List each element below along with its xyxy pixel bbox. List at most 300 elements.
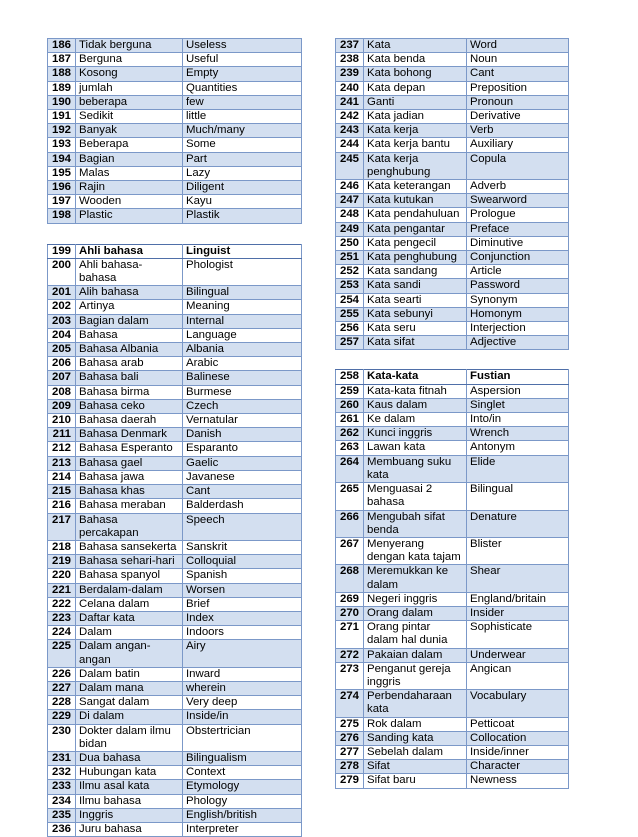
english-term: Arabic	[183, 357, 302, 371]
entry-number: 222	[48, 597, 76, 611]
table-row	[48, 710, 302, 724]
indonesian-term: Sifat baru	[364, 774, 467, 788]
table-row	[48, 124, 302, 138]
table-row	[48, 456, 302, 470]
indonesian-term: Lawan kata	[364, 441, 467, 455]
table-row	[336, 81, 569, 95]
indonesian-term: Kata sebunyi	[364, 307, 467, 321]
english-term: Diminutive	[467, 236, 569, 250]
indonesian-term: Kata kerja	[364, 124, 467, 138]
indonesian-term: Daftar kata	[76, 611, 183, 625]
entry-number: 247	[336, 194, 364, 208]
english-term: Sophisticate	[467, 621, 569, 648]
table-row	[336, 648, 569, 662]
indonesian-term: Sedikit	[76, 110, 183, 124]
table-row	[48, 485, 302, 499]
table-row	[48, 195, 302, 209]
english-term: Very deep	[183, 696, 302, 710]
table-row	[48, 152, 302, 166]
indonesian-term: Bahasa	[76, 328, 183, 342]
indonesian-term: Bahasa spanyol	[76, 569, 183, 583]
table-row	[48, 626, 302, 640]
english-term: Character	[467, 760, 569, 774]
indonesian-term: Meremukkan ke dalam	[364, 565, 467, 592]
indonesian-term: Kata sandi	[364, 279, 467, 293]
indonesian-term: Beberapa	[76, 138, 183, 152]
indonesian-term: Kata pengecil	[364, 236, 467, 250]
indonesian-term: Sanding kata	[364, 731, 467, 745]
indonesian-term: Membuang suku kata	[364, 455, 467, 482]
table-spacer	[335, 350, 569, 369]
indonesian-term: Ilmu asal kata	[76, 780, 183, 794]
english-term: Singlet	[467, 398, 569, 412]
entry-number: 274	[336, 690, 364, 717]
english-term: Into/in	[467, 413, 569, 427]
entry-number: 262	[336, 427, 364, 441]
indonesian-term: Bahasa khas	[76, 485, 183, 499]
english-term: Shear	[467, 565, 569, 592]
indonesian-term: Kata	[364, 39, 467, 53]
english-term: Some	[183, 138, 302, 152]
english-term: Swearword	[467, 194, 569, 208]
indonesian-term: Bahasa sehari-hari	[76, 555, 183, 569]
english-term: Antonym	[467, 441, 569, 455]
table-row	[336, 265, 569, 279]
entry-number: 251	[336, 251, 364, 265]
indonesian-term: Wooden	[76, 195, 183, 209]
english-term: Newness	[467, 774, 569, 788]
left-column	[47, 38, 302, 837]
indonesian-term: Sebelah dalam	[364, 745, 467, 759]
table-row	[336, 427, 569, 441]
table-row	[336, 760, 569, 774]
english-term: Part	[183, 152, 302, 166]
indonesian-term: Hubungan kata	[76, 766, 183, 780]
entry-number: 214	[48, 470, 76, 484]
entry-number: 206	[48, 357, 76, 371]
table-row	[48, 138, 302, 152]
english-term: Adverb	[467, 180, 569, 194]
indonesian-term: Tidak berguna	[76, 39, 183, 53]
english-term: Obstertrician	[183, 724, 302, 751]
indonesian-term: Plastic	[76, 209, 183, 223]
table-row	[336, 39, 569, 53]
entry-number: 233	[48, 780, 76, 794]
table-row	[48, 428, 302, 442]
table-row	[336, 621, 569, 648]
entry-number: 259	[336, 384, 364, 398]
english-term: Burmese	[183, 385, 302, 399]
english-term: Language	[183, 328, 302, 342]
table-row	[336, 208, 569, 222]
table-row	[48, 794, 302, 808]
entry-number: 268	[336, 565, 364, 592]
table-row	[48, 328, 302, 342]
table-row	[336, 138, 569, 152]
indonesian-term: Kata jadian	[364, 110, 467, 124]
table-row	[48, 822, 302, 836]
table-row	[336, 455, 569, 482]
table-row	[48, 724, 302, 751]
english-term: Bilingual	[467, 483, 569, 510]
entry-number: 230	[48, 724, 76, 751]
english-term: Internal	[183, 314, 302, 328]
indonesian-term: jumlah	[76, 81, 183, 95]
entry-number: 223	[48, 611, 76, 625]
entry-number: 252	[336, 265, 364, 279]
english-term: Brief	[183, 597, 302, 611]
table-row	[336, 336, 569, 350]
indonesian-term: Kata-kata fitnah	[364, 384, 467, 398]
indonesian-term: Kata keterangan	[364, 180, 467, 194]
english-term: Bilingualism	[183, 751, 302, 765]
entry-number: 201	[48, 286, 76, 300]
english-term: England/britain	[467, 592, 569, 606]
entry-number: 255	[336, 307, 364, 321]
entry-number: 211	[48, 428, 76, 442]
english-term: Collocation	[467, 731, 569, 745]
english-term: Derivative	[467, 110, 569, 124]
entry-number: 248	[336, 208, 364, 222]
table-header-row	[48, 244, 302, 258]
english-term: Interpreter	[183, 822, 302, 836]
table-header-row	[336, 370, 569, 384]
table-row	[48, 314, 302, 328]
english-term: Kayu	[183, 195, 302, 209]
indonesian-term: Penganut gereja inggris	[364, 662, 467, 689]
indonesian-term: Juru bahasa	[76, 822, 183, 836]
vocab-table-186-198	[47, 38, 302, 224]
entry-number: 276	[336, 731, 364, 745]
english-term: Underwear	[467, 648, 569, 662]
english-term: Word	[467, 39, 569, 53]
entry-number: 273	[336, 662, 364, 689]
table-row	[48, 766, 302, 780]
english-term: Balinese	[183, 371, 302, 385]
english-term: Diligent	[183, 181, 302, 195]
table-row	[48, 110, 302, 124]
table-row	[336, 322, 569, 336]
indonesian-term: Sangat dalam	[76, 696, 183, 710]
table-row	[48, 209, 302, 223]
indonesian-term: Dalam angan-angan	[76, 640, 183, 667]
table-row	[48, 385, 302, 399]
indonesian-term: Banyak	[76, 124, 183, 138]
indonesian-term: Ilmu bahasa	[76, 794, 183, 808]
indonesian-term: Rajin	[76, 181, 183, 195]
english-term: Preface	[467, 222, 569, 236]
table-row	[336, 279, 569, 293]
indonesian-term: Dokter dalam ilmu bidan	[76, 724, 183, 751]
english-term: Balderdash	[183, 499, 302, 513]
table-row	[48, 95, 302, 109]
english-term: Homonym	[467, 307, 569, 321]
indonesian-term: Sifat	[364, 760, 467, 774]
indonesian-term: Berdalam-dalam	[76, 583, 183, 597]
english-term: Vernatular	[183, 414, 302, 428]
table-row	[48, 470, 302, 484]
table-row	[336, 592, 569, 606]
table-row	[48, 300, 302, 314]
entry-number: 216	[48, 499, 76, 513]
table-row	[336, 510, 569, 537]
entry-number: 266	[336, 510, 364, 537]
entry-number: 212	[48, 442, 76, 456]
indonesian-term: Orang dalam	[364, 606, 467, 620]
indonesian-term: Bahasa Esperanto	[76, 442, 183, 456]
english-term: Gaelic	[183, 456, 302, 470]
english-term: few	[183, 95, 302, 109]
english-term: Lazy	[183, 166, 302, 180]
entry-number: 200	[48, 258, 76, 285]
table-row	[48, 696, 302, 710]
entry-number: 188	[48, 67, 76, 81]
entry-number: 258	[336, 370, 364, 384]
english-term: Conjunction	[467, 251, 569, 265]
english-term: Vocabulary	[467, 690, 569, 717]
english-term: Password	[467, 279, 569, 293]
indonesian-term: Mengubah sifat benda	[364, 510, 467, 537]
english-term: Javanese	[183, 470, 302, 484]
english-term: Airy	[183, 640, 302, 667]
english-term: Plastik	[183, 209, 302, 223]
indonesian-term: Kata benda	[364, 53, 467, 67]
indonesian-term: Celana dalam	[76, 597, 183, 611]
english-term: Blister	[467, 537, 569, 564]
indonesian-term: Kata sandang	[364, 265, 467, 279]
english-term: Phology	[183, 794, 302, 808]
indonesian-term: Bahasa birma	[76, 385, 183, 399]
indonesian-term: Kata sifat	[364, 336, 467, 350]
indonesian-term: Bahasa Denmark	[76, 428, 183, 442]
entry-number: 192	[48, 124, 76, 138]
indonesian-term: Bahasa meraban	[76, 499, 183, 513]
table-row	[48, 414, 302, 428]
english-term: Empty	[183, 67, 302, 81]
entry-number: 195	[48, 166, 76, 180]
entry-number: 228	[48, 696, 76, 710]
table-row	[48, 780, 302, 794]
indonesian-term: Inggris	[76, 808, 183, 822]
entry-number: 272	[336, 648, 364, 662]
table-row	[336, 413, 569, 427]
indonesian-term: beberapa	[76, 95, 183, 109]
entry-number: 194	[48, 152, 76, 166]
indonesian-term: Artinya	[76, 300, 183, 314]
table-row	[336, 307, 569, 321]
indonesian-term: Orang pintar dalam hal dunia	[364, 621, 467, 648]
entry-number: 267	[336, 537, 364, 564]
english-term: wherein	[183, 681, 302, 695]
table-row	[336, 606, 569, 620]
table-row	[48, 555, 302, 569]
table-row	[48, 442, 302, 456]
vocab-table-199-236	[47, 244, 302, 837]
english-term: Spanish	[183, 569, 302, 583]
right-column	[335, 38, 569, 789]
table-row	[48, 597, 302, 611]
table-row	[336, 565, 569, 592]
english-term: Esparanto	[183, 442, 302, 456]
entry-number: 232	[48, 766, 76, 780]
table-row	[336, 662, 569, 689]
english-term: Colloquial	[183, 555, 302, 569]
table-spacer	[47, 224, 302, 244]
english-term: Useless	[183, 39, 302, 53]
entry-number: 213	[48, 456, 76, 470]
indonesian-term: Bahasa percakapan	[76, 513, 183, 540]
english-term: Etymology	[183, 780, 302, 794]
indonesian-term: Ganti	[364, 95, 467, 109]
entry-number: 236	[48, 822, 76, 836]
entry-number: 189	[48, 81, 76, 95]
table-row	[48, 343, 302, 357]
entry-number: 225	[48, 640, 76, 667]
entry-number: 224	[48, 626, 76, 640]
entry-number: 202	[48, 300, 76, 314]
entry-number: 237	[336, 39, 364, 53]
indonesian-term: Menyerang dengan kata tajam	[364, 537, 467, 564]
entry-number: 254	[336, 293, 364, 307]
table-row	[48, 181, 302, 195]
table-row	[48, 81, 302, 95]
english-term: Article	[467, 265, 569, 279]
english-term: Linguist	[183, 244, 302, 258]
table-row	[48, 286, 302, 300]
entry-number: 193	[48, 138, 76, 152]
indonesian-term: Kunci inggris	[364, 427, 467, 441]
english-term: Much/many	[183, 124, 302, 138]
indonesian-term: Negeri inggris	[364, 592, 467, 606]
indonesian-term: Bahasa jawa	[76, 470, 183, 484]
indonesian-term: Kata kerja bantu	[364, 138, 467, 152]
table-row	[48, 751, 302, 765]
entry-number: 250	[336, 236, 364, 250]
entry-number: 226	[48, 667, 76, 681]
entry-number: 270	[336, 606, 364, 620]
vocab-table-237-257	[335, 38, 569, 350]
english-term: Context	[183, 766, 302, 780]
english-term: Quantities	[183, 81, 302, 95]
table-row	[336, 293, 569, 307]
indonesian-term: Dalam mana	[76, 681, 183, 695]
table-row	[48, 569, 302, 583]
table-row	[336, 398, 569, 412]
indonesian-term: Kata depan	[364, 81, 467, 95]
indonesian-term: Bahasa ceko	[76, 399, 183, 413]
entry-number: 191	[48, 110, 76, 124]
indonesian-term: Bahasa bali	[76, 371, 183, 385]
entry-number: 204	[48, 328, 76, 342]
english-term: English/british	[183, 808, 302, 822]
indonesian-term: Bahasa gael	[76, 456, 183, 470]
table-row	[336, 441, 569, 455]
indonesian-term: Malas	[76, 166, 183, 180]
table-row	[336, 251, 569, 265]
entry-number: 217	[48, 513, 76, 540]
entry-number: 205	[48, 343, 76, 357]
entry-number: 229	[48, 710, 76, 724]
english-term: Denature	[467, 510, 569, 537]
entry-number: 197	[48, 195, 76, 209]
table-row	[336, 745, 569, 759]
table-row	[48, 611, 302, 625]
entry-number: 263	[336, 441, 364, 455]
entry-number: 269	[336, 592, 364, 606]
english-term: Interjection	[467, 322, 569, 336]
entry-number: 277	[336, 745, 364, 759]
english-term: Speech	[183, 513, 302, 540]
table-row	[336, 95, 569, 109]
english-term: Meaning	[183, 300, 302, 314]
table-row	[336, 774, 569, 788]
indonesian-term: Perbendaharaan kata	[364, 690, 467, 717]
english-term: Verb	[467, 124, 569, 138]
entry-number: 275	[336, 717, 364, 731]
english-term: Index	[183, 611, 302, 625]
english-term: little	[183, 110, 302, 124]
entry-number: 199	[48, 244, 76, 258]
table-row	[336, 194, 569, 208]
entry-number: 210	[48, 414, 76, 428]
entry-number: 198	[48, 209, 76, 223]
english-term: Aspersion	[467, 384, 569, 398]
table-row	[336, 124, 569, 138]
entry-number: 240	[336, 81, 364, 95]
entry-number: 238	[336, 53, 364, 67]
english-term: Synonym	[467, 293, 569, 307]
indonesian-term: Kata kutukan	[364, 194, 467, 208]
indonesian-term: Berguna	[76, 53, 183, 67]
table-row	[336, 384, 569, 398]
english-term: Inward	[183, 667, 302, 681]
entry-number: 231	[48, 751, 76, 765]
entry-number: 241	[336, 95, 364, 109]
indonesian-term: Dalam	[76, 626, 183, 640]
table-row	[48, 513, 302, 540]
table-row	[336, 180, 569, 194]
english-term: Czech	[183, 399, 302, 413]
indonesian-term: Bahasa Albania	[76, 343, 183, 357]
english-term: Cant	[467, 67, 569, 81]
table-row	[48, 540, 302, 554]
english-term: Auxiliary	[467, 138, 569, 152]
entry-number: 242	[336, 110, 364, 124]
table-row	[48, 357, 302, 371]
indonesian-term: Bahasa daerah	[76, 414, 183, 428]
table-row	[48, 681, 302, 695]
english-term: Copula	[467, 152, 569, 179]
entry-number: 196	[48, 181, 76, 195]
indonesian-term: Kata bohong	[364, 67, 467, 81]
entry-number: 239	[336, 67, 364, 81]
entry-number: 278	[336, 760, 364, 774]
table-row	[336, 236, 569, 250]
english-term: Worsen	[183, 583, 302, 597]
table-row	[48, 39, 302, 53]
english-term: Cant	[183, 485, 302, 499]
entry-number: 256	[336, 322, 364, 336]
indonesian-term: Rok dalam	[364, 717, 467, 731]
indonesian-term: Kata kerja penghubung	[364, 152, 467, 179]
table-row	[48, 667, 302, 681]
entry-number: 279	[336, 774, 364, 788]
entry-number: 265	[336, 483, 364, 510]
indonesian-term: Kata pengantar	[364, 222, 467, 236]
english-term: Petticoat	[467, 717, 569, 731]
indonesian-term: Bahasa arab	[76, 357, 183, 371]
english-term: Fustian	[467, 370, 569, 384]
